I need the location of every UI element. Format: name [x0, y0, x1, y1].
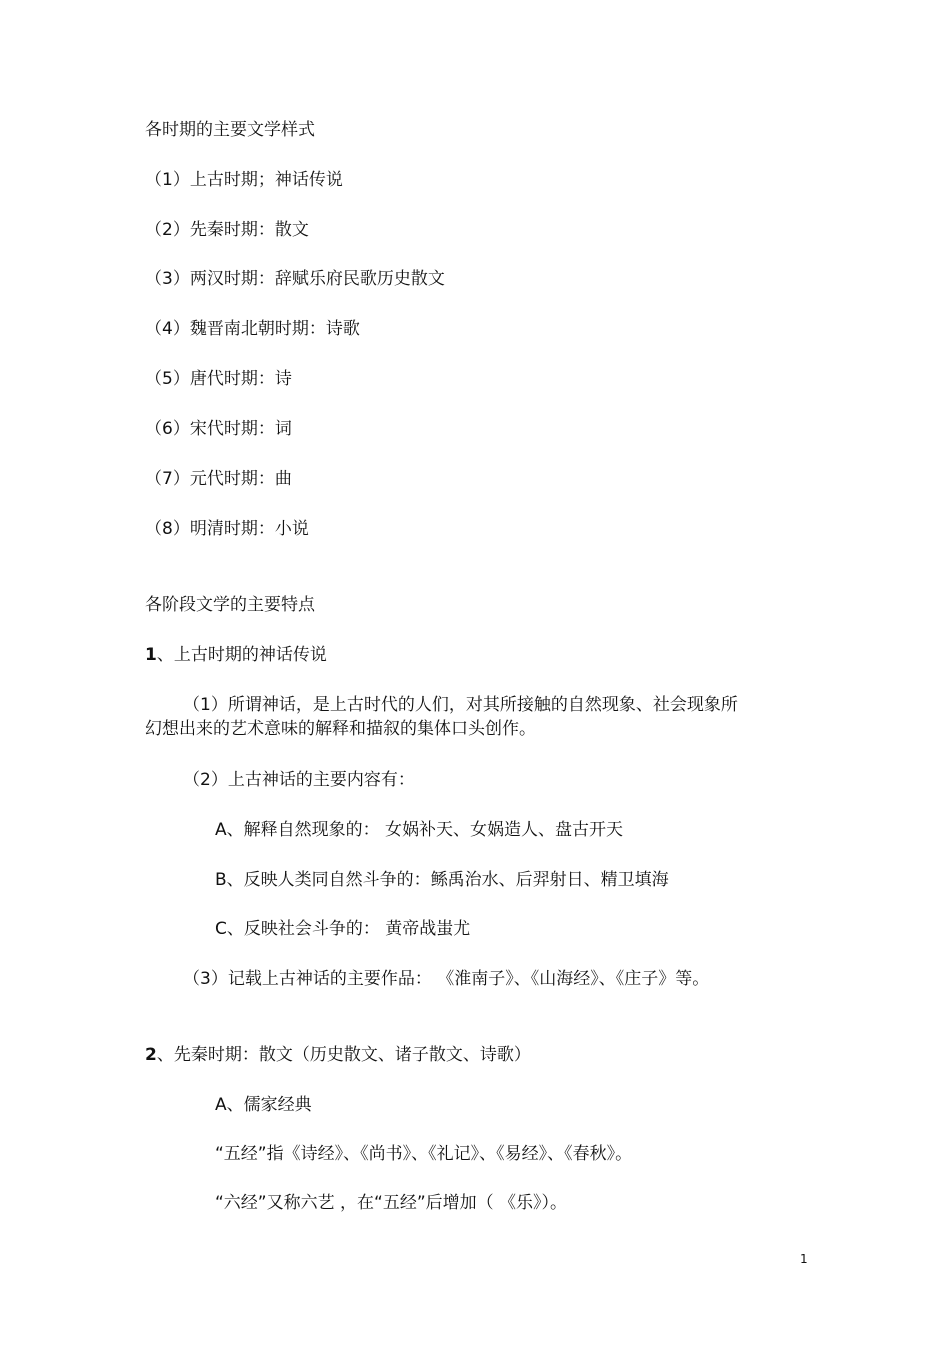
section1-heading [145, 645, 327, 665]
period-item: （5）唐代时期：诗 [145, 369, 292, 389]
period-item: （6）宋代时期：词 [145, 419, 292, 439]
section1-para2: （2）上古神话的主要内容有： [183, 770, 415, 790]
periods-heading: 各时期的主要文学样式 [145, 120, 315, 140]
section2-liujing: “六经”又称六艺 ，在“五经”后增加（ 《乐》）。 [215, 1193, 568, 1213]
period-item: （2）先秦时期：散文 [145, 220, 309, 240]
period-item: （7）元代时期：曲 [145, 469, 292, 489]
section2-title: 、先秦时期：散文（历史散文、诸子散文、诗歌） [156, 1045, 531, 1065]
section1-para3: （3）记载上古神话的主要作品： 《淮南子》、《山海经》、《庄子》等。 [183, 969, 710, 989]
section1-title: 、上古时期的神话传说 [156, 645, 327, 665]
section2-heading [145, 1045, 531, 1065]
period-item: （4）魏晋南北朝时期：诗歌 [145, 319, 360, 339]
section1-item-a: A、解释自然现象的： 女娲补天、女娲造人、盘古开天 [215, 820, 624, 840]
section1-para1-line2: 幻想出来的艺术意味的解释和描叙的集体口头创作。 [145, 719, 536, 739]
features-heading: 各阶段文学的主要特点 [145, 595, 315, 615]
section2-number: 2 [145, 1045, 157, 1065]
section1-number: 1 [145, 645, 157, 665]
section1-item-b: B、反映人类同自然斗争的：鲧禹治水、后羿射日、精卫填海 [215, 870, 669, 890]
period-item: （1）上古时期；神话传说 [145, 170, 343, 190]
period-item: （8）明清时期：小说 [145, 519, 309, 539]
section1-item-c: C、反映社会斗争的： 黄帝战蚩尤 [215, 919, 471, 939]
section1-para1-line1: （1）所谓神话，是上古时代的人们，对其所接触的自然现象、社会现象所 [183, 695, 738, 715]
section2-wujing: “五经”指《诗经》、《尚书》、《礼记》、《易经》、《春秋》。 [215, 1144, 633, 1164]
page-number: 1 [800, 1252, 808, 1266]
section2-item-a: A、儒家经典 [215, 1095, 312, 1115]
period-item: （3）两汉时期：辞赋乐府民歌历史散文 [145, 269, 445, 289]
